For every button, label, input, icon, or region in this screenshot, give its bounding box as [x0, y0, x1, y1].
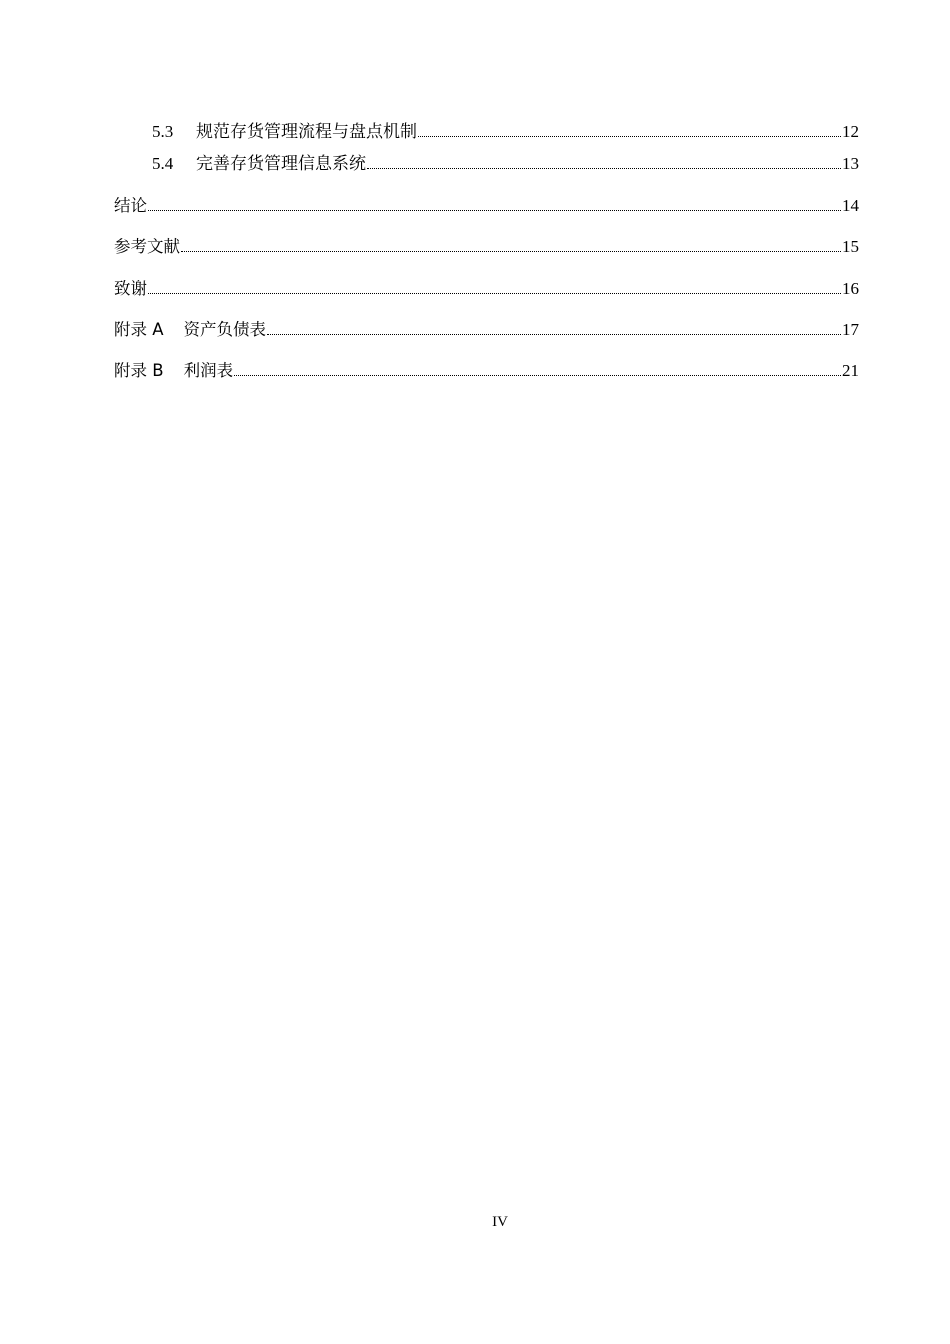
- toc-entry-page: 12: [842, 122, 859, 141]
- dot-leader: [148, 209, 841, 211]
- dot-leader: [267, 333, 841, 335]
- toc-entry-title: 规范存货管理流程与盘点机制: [196, 122, 417, 141]
- toc-entry-number: 5.4: [152, 154, 174, 173]
- toc-entry-page: 17: [842, 320, 859, 339]
- dot-leader: [418, 135, 841, 137]
- dot-leader: [234, 374, 841, 376]
- toc-entry-appendix-b[interactable]: [114, 359, 859, 383]
- toc-entry-5-3[interactable]: [114, 120, 859, 144]
- toc-entry-number: 附录 A: [114, 320, 164, 339]
- toc-entry-5-4[interactable]: [114, 152, 859, 176]
- toc-entry-title: 利润表: [183, 361, 234, 380]
- toc-entry-title: 完善存货管理信息系统: [196, 154, 366, 173]
- toc-entry-page: 16: [842, 279, 859, 298]
- toc-entry-title: 结论: [114, 196, 147, 215]
- toc-entry-title: 资产负债表: [183, 320, 267, 339]
- toc-entry-references[interactable]: [114, 235, 859, 259]
- dot-leader: [148, 292, 841, 294]
- toc-entry-number: 附录 B: [114, 361, 164, 380]
- toc-entry-number: 5.3: [152, 122, 174, 141]
- toc-entry-conclusion[interactable]: [114, 194, 859, 218]
- dot-leader: [367, 167, 841, 169]
- dot-leader: [181, 250, 841, 252]
- toc-entry-acknowledgements[interactable]: [114, 277, 859, 301]
- toc-entry-page: 13: [842, 154, 859, 173]
- toc-entry-page: 14: [842, 196, 859, 215]
- page-number: IV: [492, 1214, 508, 1230]
- toc-entry-page: 15: [842, 237, 859, 256]
- toc-entry-page: 21: [842, 361, 859, 380]
- toc-entry-appendix-a[interactable]: [114, 318, 859, 342]
- toc-entry-title: 致谢: [114, 279, 147, 298]
- toc-entry-title: 参考文献: [114, 237, 180, 256]
